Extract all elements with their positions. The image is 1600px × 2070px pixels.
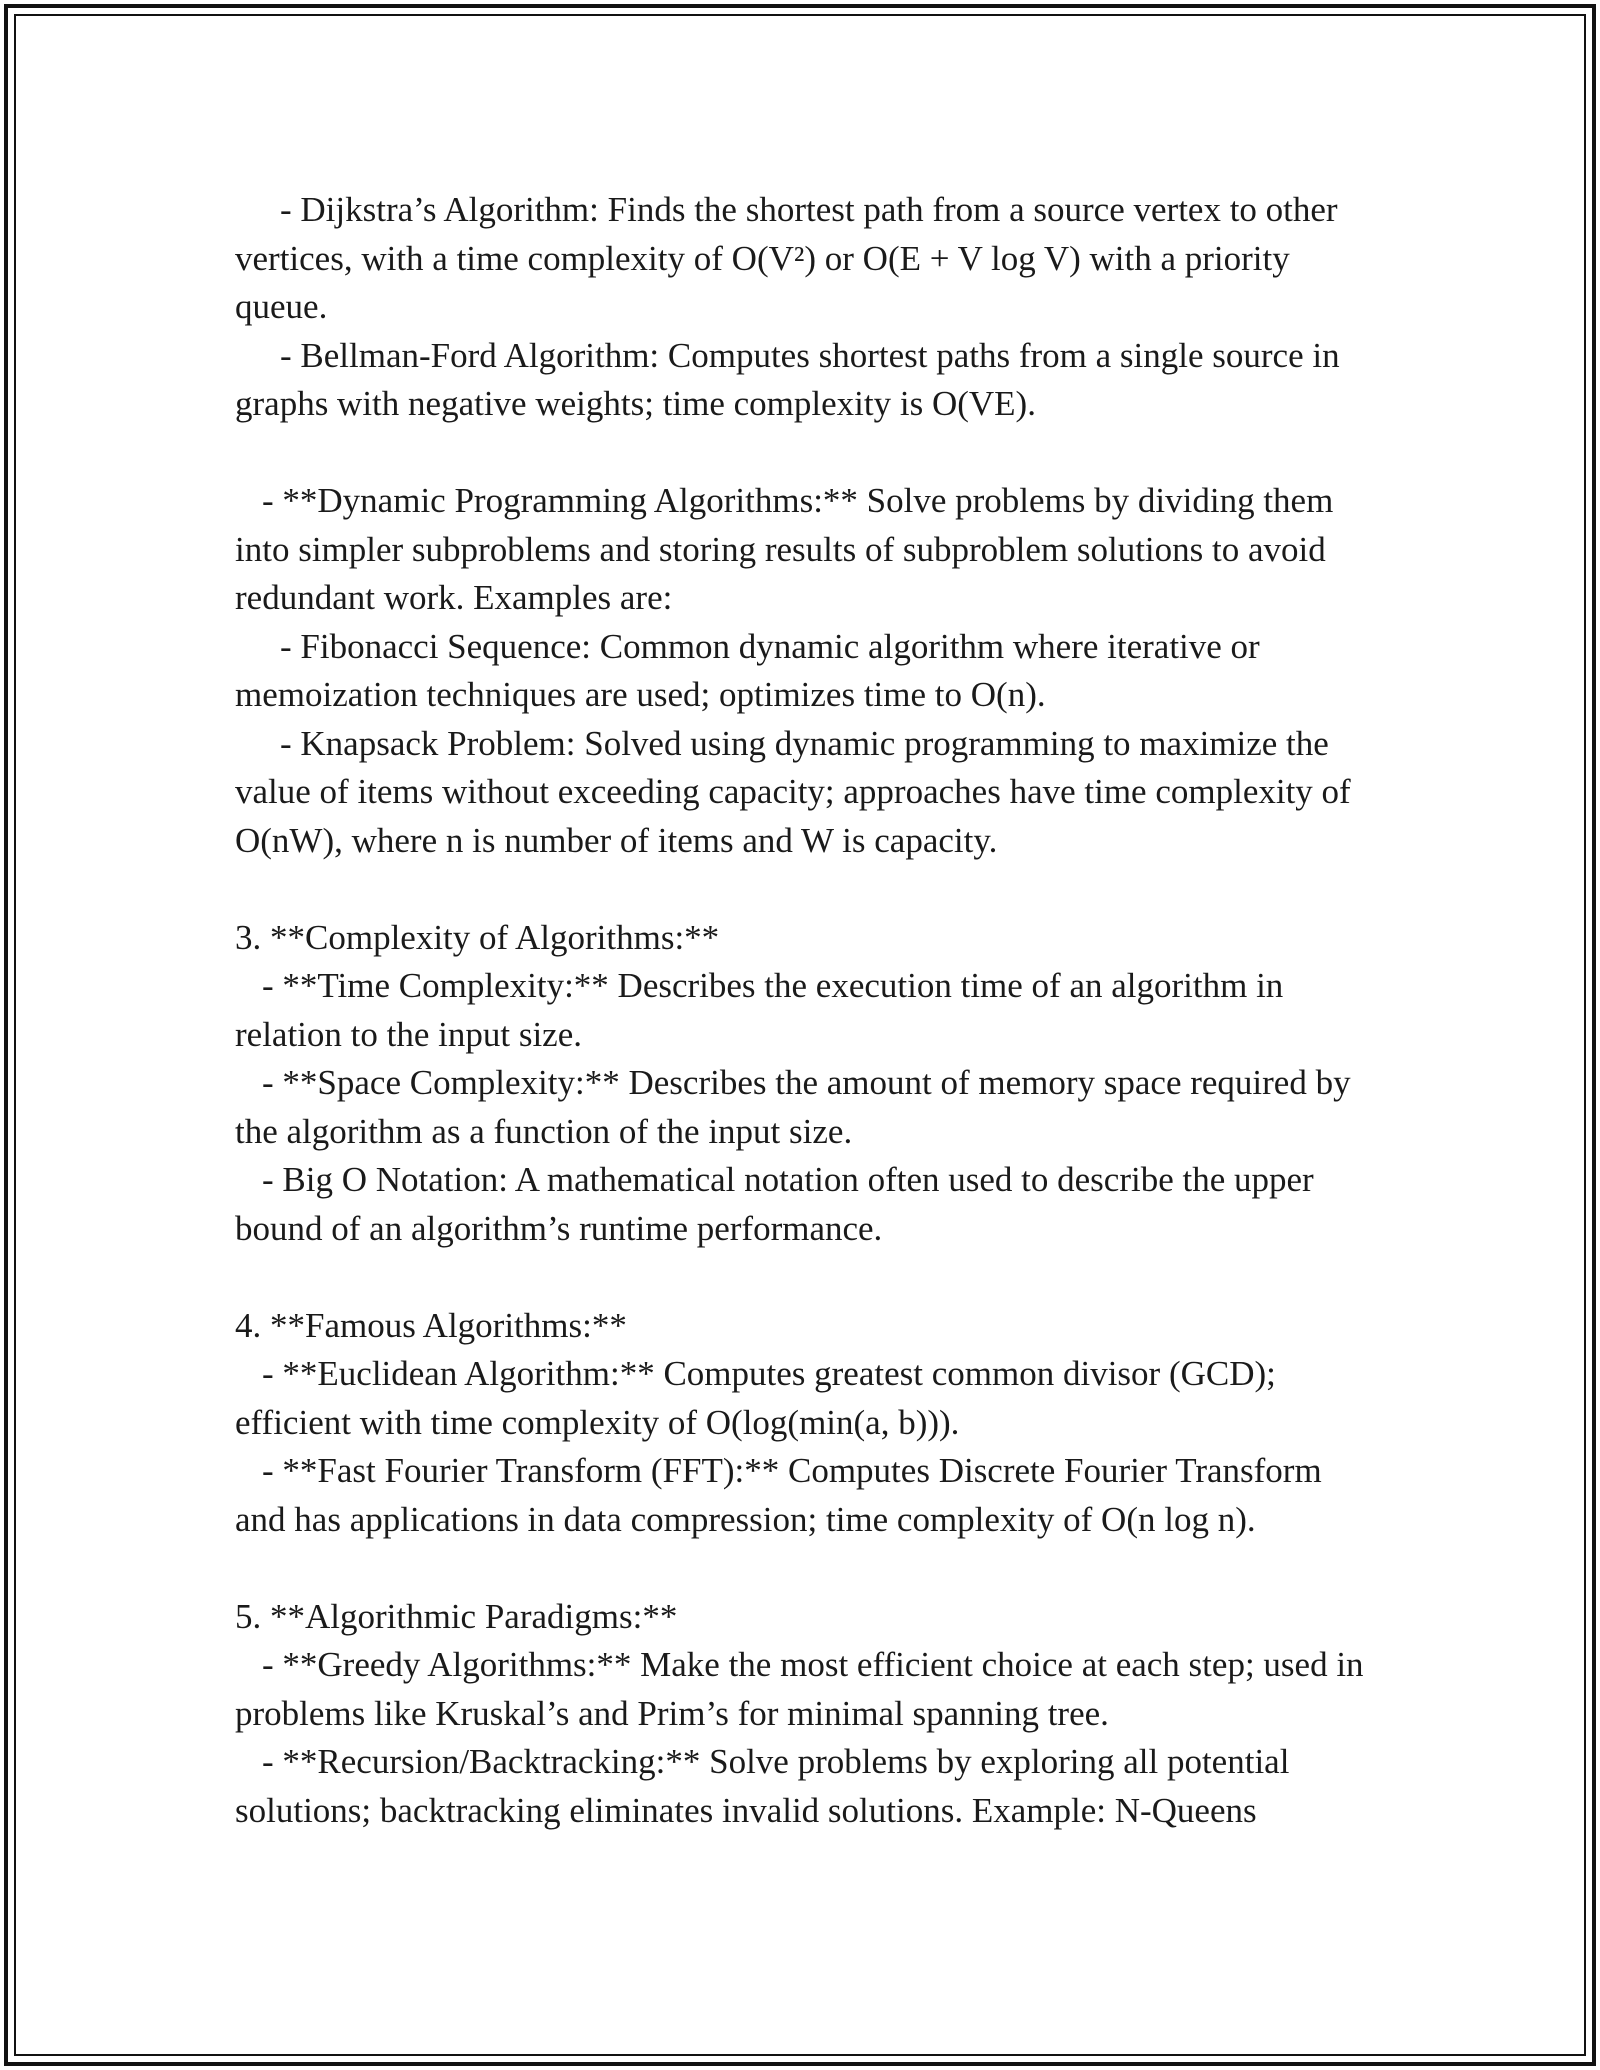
section-heading-complexity: 3. **Complexity of Algorithms:**	[235, 917, 720, 957]
blank-line	[235, 865, 1370, 914]
blank-line	[235, 429, 1370, 478]
paragraph-dijkstra: - Dijkstra’s Algorithm: Finds the shortest path from a source vertex to other vertices, with a time complexity of O(V²) or O(E + V log V) with a priority queue.	[235, 190, 1338, 326]
blank-line	[235, 1253, 1370, 1302]
paragraph-big-o: - Big O Notation: A mathematical notation often used to describe the upper bound of an algorithm’s runtime performance.	[235, 1160, 1314, 1248]
paragraph-bellman-ford: - Bellman-Ford Algorithm: Computes shortest paths from a single source in graphs with negative weights; time complexity is O(VE).	[235, 335, 1340, 423]
blank-line	[235, 1544, 1370, 1593]
paragraph-knapsack: - Knapsack Problem: Solved using dynamic programming to maximize the value of items without exceeding capacity; approaches have time complexity of O(nW), where n is number of items and W is capacity.	[235, 723, 1351, 860]
section-heading-famous: 4. **Famous Algorithms:**	[235, 1305, 627, 1345]
paragraph-fft: - **Fast Fourier Transform (FFT):** Computes Discrete Fourier Transform and has applications in data compression; time complexity of O(n log n).	[235, 1451, 1322, 1539]
paragraph-dynamic-programming: - **Dynamic Programming Algorithms:** Solve problems by dividing them into simpler subproblems and storing results of subproblem solutions to avoid redundant work. Examples are:	[235, 481, 1334, 617]
paragraph-time-complexity: - **Time Complexity:** Describes the execution time of an algorithm in relation to the input size.	[235, 966, 1284, 1054]
section-heading-paradigms: 5. **Algorithmic Paradigms:**	[235, 1596, 678, 1636]
paragraph-space-complexity: - **Space Complexity:** Describes the amount of memory space required by the algorithm as a function of the input size.	[235, 1063, 1351, 1151]
document-body	[235, 186, 1370, 1835]
paragraph-greedy: - **Greedy Algorithms:** Make the most efficient choice at each step; used in problems like Kruskal’s and Prim’s for minimal spanning tree.	[235, 1645, 1364, 1733]
paragraph-fibonacci: - Fibonacci Sequence: Common dynamic algorithm where iterative or memoization techniques are used; optimizes time to O(n).	[235, 626, 1260, 714]
paragraph-euclidean: - **Euclidean Algorithm:** Computes greatest common divisor (GCD); efficient with time complexity of O(log(min(a, b))).	[235, 1354, 1276, 1442]
paragraph-recursion: - **Recursion/Backtracking:** Solve problems by exploring all potential solutions; backtracking eliminates invalid solutions. Example: N-Queens	[235, 1742, 1290, 1830]
